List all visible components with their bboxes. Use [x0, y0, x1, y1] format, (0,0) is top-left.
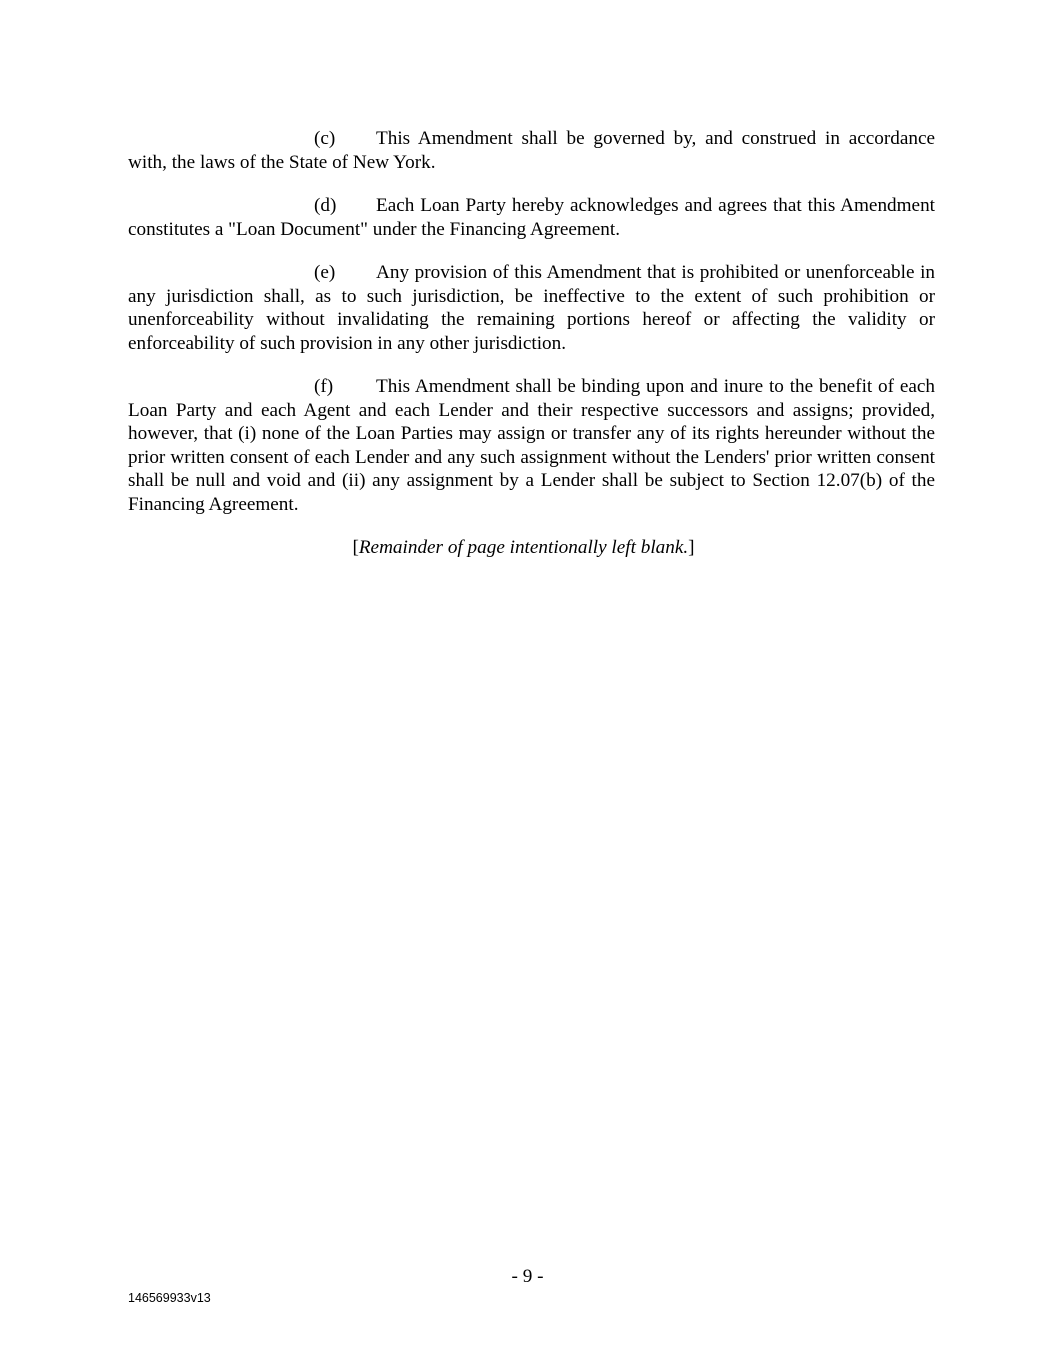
paragraph-text: Any provision of this Amendment that is prohibited or unenforceable in any jurisdiction shall, as to such jurisdiction, be ineffective to the extent of such prohibition or unenforceability without invalidating the remaining portions hereof or affecting the validity or enforceability of such provision in any other jurisdiction.	[128, 262, 935, 354]
paragraph-label: (c)	[314, 128, 336, 149]
paragraph-text: This Amendment shall be binding upon and inure to the benefit of each Loan Party and each Agent and each Lender and their respective successors and assigns; provided, however, that (i) none of the Loan Parties may assign or transfer any of its rights hereunder without the prior written consent of each Lender and any such assignment without the Lenders' prior written consent shall be null and void and (ii) any assignment by a Lender shall be subject to Section 12.07(b) of the Financing Agreement.	[128, 376, 935, 515]
paragraph-f	[128, 375, 935, 516]
remainder-open-bracket: [	[352, 537, 359, 558]
remainder-close-bracket: ]	[688, 537, 695, 558]
remainder-text: Remainder of page intentionally left blank.	[358, 537, 689, 558]
paragraph-text: This Amendment shall be governed by, and construed in accordance with, the laws of the State of New York.	[128, 128, 935, 173]
document-id: 146569933v13	[128, 1291, 211, 1305]
paragraph-label: (f)	[314, 376, 334, 397]
paragraph-label: (e)	[314, 262, 336, 283]
remainder-note	[128, 536, 935, 560]
paragraph-e	[128, 261, 935, 355]
paragraph-label: (d)	[314, 195, 337, 216]
paragraph-c	[128, 127, 935, 174]
document-body	[128, 127, 935, 579]
paragraph-text: Each Loan Party hereby acknowledges and agrees that this Amendment constitutes a "Loan Document" under the Financing Agreement.	[128, 195, 935, 240]
paragraph-d	[128, 194, 935, 241]
page-number: - 9 -	[511, 1266, 544, 1287]
